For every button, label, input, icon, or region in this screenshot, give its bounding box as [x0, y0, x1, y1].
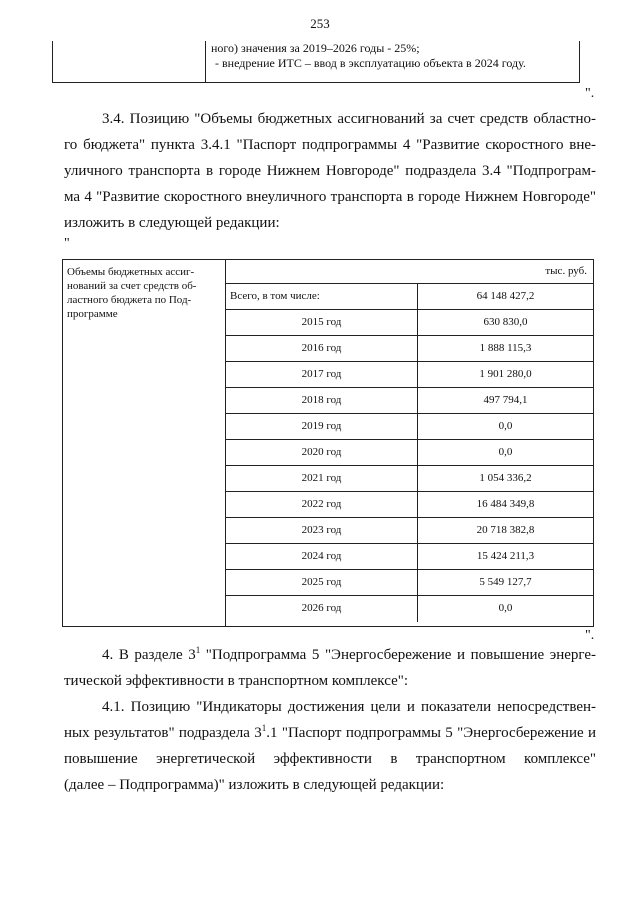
paragraph-line: ма 4 "Развитие скоростного внеуличного транспорта в городе Нижнем Новгороде"	[64, 189, 596, 205]
budget-row-label: 2025 год	[226, 570, 418, 595]
budget-row	[226, 414, 593, 440]
paragraph-line: (далее – Подпрограмма)" изложить в следующей редакции:	[64, 777, 445, 793]
budget-row-value: 64 148 427,2	[476, 290, 535, 302]
budget-row	[226, 440, 593, 466]
budget-table-label-cell	[63, 260, 226, 626]
continued-table	[52, 41, 580, 83]
budget-row-value: 5 549 127,7	[479, 576, 532, 588]
budget-row-label: 2019 год	[226, 414, 418, 439]
budget-row-value: 1 901 280,0	[479, 368, 532, 380]
budget-row-value: 1 054 336,2	[479, 472, 532, 484]
budget-row-value: 497 794,1	[483, 394, 528, 406]
paragraph-4	[64, 642, 596, 694]
budget-row	[226, 492, 593, 518]
budget-label-line: ластного бюджета по Под-	[67, 294, 192, 306]
budget-row	[226, 596, 593, 622]
text-run: ных результатов" подраздела 3	[64, 725, 262, 741]
budget-row-label: 2026 год	[226, 596, 418, 622]
budget-row-label: 2015 год	[226, 310, 418, 335]
superscript: 1	[195, 645, 201, 655]
budget-row	[226, 466, 593, 492]
paragraph-line: изложить в следующей редакции:	[64, 215, 280, 231]
text-run: "Подпрограмма 5 "Энергосбережение и повышение энерге-	[200, 647, 596, 663]
budget-row-label: 2020 год	[226, 440, 418, 465]
budget-row-label: 2018 год	[226, 388, 418, 413]
text-run: 4. В разделе 3	[102, 647, 196, 663]
budget-row-label: 2017 год	[226, 362, 418, 387]
budget-row-label: 2023 год	[226, 518, 418, 543]
budget-row	[226, 544, 593, 570]
paragraph-3-4	[64, 106, 596, 236]
budget-row-value: 0,0	[498, 446, 513, 458]
budget-label-line: нований за счет средств об-	[67, 280, 197, 292]
budget-row	[226, 336, 593, 362]
budget-row-label: 2016 год	[226, 336, 418, 361]
budget-row-value: 16 484 349,8	[476, 498, 535, 510]
paragraph-line: 4.1. Позицию "Индикаторы достижения цели и показатели непосредствен-	[102, 699, 596, 715]
budget-row-label: Всего, в том числе:	[226, 284, 418, 309]
budget-row-value: 630 830,0	[483, 316, 528, 328]
page-number: 253	[310, 16, 330, 31]
budget-unit: тыс. руб.	[226, 260, 593, 284]
budget-row-label: 2022 год	[226, 492, 418, 517]
closing-quote: ".	[585, 628, 595, 643]
budget-row	[226, 310, 593, 336]
paragraph-4-1	[64, 694, 596, 798]
closing-quote: ".	[585, 86, 595, 101]
budget-row-value: 20 718 382,8	[476, 524, 535, 536]
budget-row	[226, 362, 593, 388]
budget-label-line: программе	[67, 308, 118, 320]
budget-row-value: 1 888 115,3	[479, 342, 532, 354]
continued-table-left-cell	[53, 41, 206, 82]
continued-table-right-cell	[211, 41, 526, 71]
budget-row-total	[226, 284, 593, 310]
budget-row-label: 2021 год	[226, 466, 418, 491]
budget-row	[226, 570, 593, 596]
paragraph-line	[64, 642, 596, 668]
budget-row-value: 0,0	[498, 420, 513, 432]
paragraph-line: 3.4. Позицию "Объемы бюджетных ассигнований за счет средств областно-	[102, 111, 596, 127]
continued-table-line: ного) значения за 2019–2026 годы - 25%;	[211, 41, 420, 55]
text-run: .1 "Паспорт подпрограммы 5 "Энергосбережение и	[266, 725, 596, 741]
budget-row	[226, 388, 593, 414]
paragraph-line: уличного транспорта в городе Нижнем Новгороде" подраздела 3.4 "Подпрограм-	[64, 163, 596, 179]
superscript: 1	[261, 723, 267, 733]
budget-row-label: 2024 год	[226, 544, 418, 569]
opening-quote: "	[64, 236, 70, 251]
budget-row	[226, 518, 593, 544]
continued-table-line: - внедрение ИТС – ввод в эксплуатацию объекта в 2024 году.	[215, 56, 526, 70]
paragraph-line	[64, 720, 596, 746]
paragraph-line: тической эффективности в транспортном комплексе":	[64, 673, 409, 689]
paragraph-line: го бюджета" пункта 3.4.1 "Паспорт подпрограммы 4 "Развитие скоростного вне-	[64, 137, 596, 153]
budget-row-value: 0,0	[498, 602, 513, 614]
budget-table	[62, 259, 594, 627]
budget-row-value: 15 424 211,3	[476, 550, 535, 562]
paragraph-line: повышение энергетической эффективности в транспортном комплексе"	[64, 751, 596, 767]
budget-label-line: Объемы бюджетных ассиг-	[67, 266, 195, 278]
